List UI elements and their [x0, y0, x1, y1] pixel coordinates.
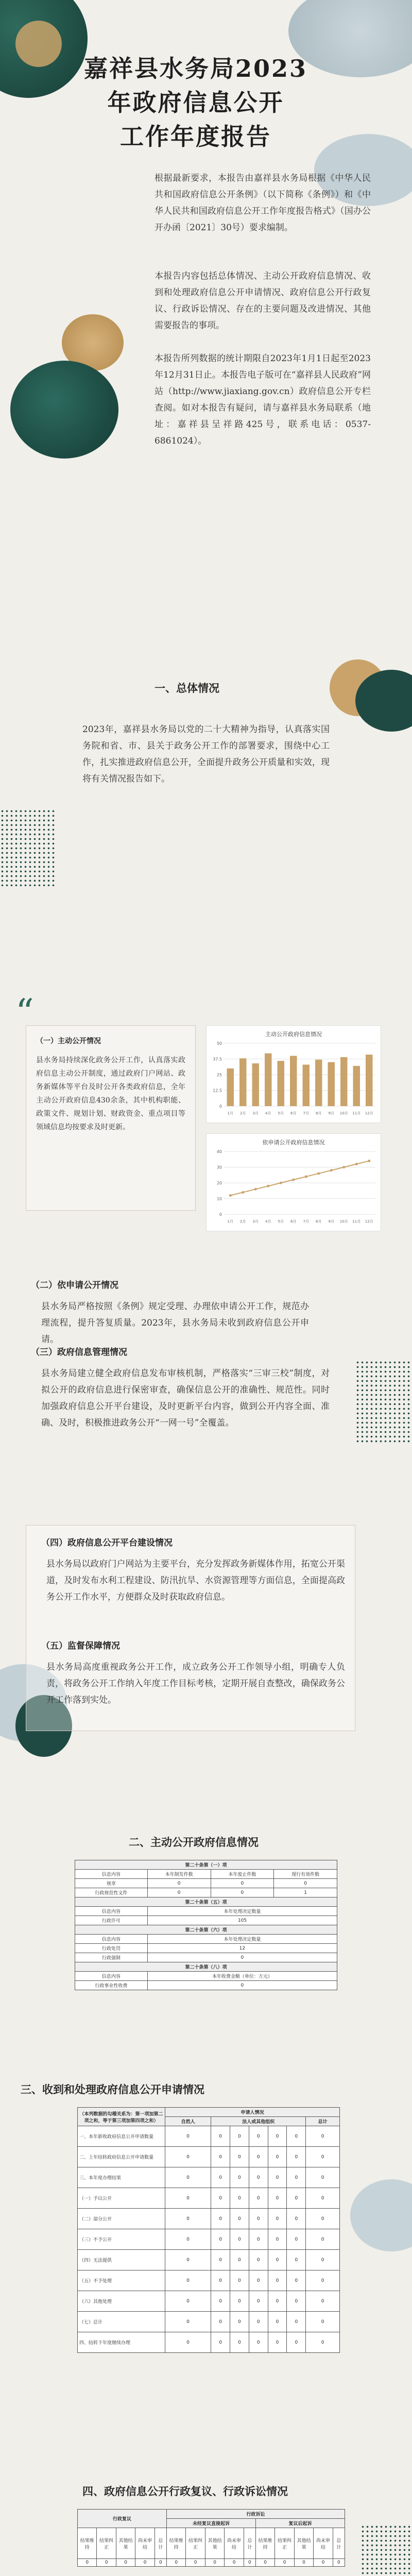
- table-row-label: （六）其他处理: [78, 2291, 165, 2312]
- table-row: [75, 1897, 337, 1907]
- table-cell: 0: [244, 2559, 255, 2567]
- decor-dots: [360, 2524, 412, 2576]
- table-row: [75, 1953, 337, 1962]
- table-header-cell: 尚未审结: [314, 2528, 333, 2559]
- overview-paragraph: 2023年，嘉祥县水务局以党的二十大精神为指导，认真落实国务院和省、市、县关于政务公开工作的部署要求，围绕中心工作，扎实推进政府信息公开，全面提升政务公开质量和实效，现将有关情况报告如下。: [82, 724, 330, 784]
- table-cell: 0: [306, 2209, 340, 2229]
- table-row: [78, 2528, 345, 2559]
- section-title: 二、主动公开政府信息情况: [129, 1836, 259, 1849]
- decor-blue-blob: [350, 2179, 412, 2251]
- table-cell: 0: [165, 2291, 211, 2312]
- table-row: [78, 2250, 340, 2270]
- report-title: [41, 52, 350, 154]
- table-cell: 0: [211, 2126, 230, 2147]
- table-cell: 0: [211, 2291, 230, 2312]
- table-header-cell: 尚未审结: [135, 2528, 154, 2559]
- table-applications: [77, 2107, 340, 2353]
- table-cell: 0: [306, 2126, 340, 2147]
- chart-card: [206, 1133, 381, 1231]
- table-cell: 0: [165, 2126, 211, 2147]
- x-tick-label: 8月: [316, 1111, 322, 1115]
- bar: [315, 1060, 322, 1106]
- table-header-cell: 结果纠正: [186, 2528, 205, 2559]
- table-cell: 0: [165, 2270, 211, 2291]
- sub4-title: （四）政府信息公开平台建设情况: [41, 1538, 173, 1548]
- table-cell: 0: [268, 2126, 287, 2147]
- table-cell: 0: [230, 2250, 249, 2270]
- table-row: [78, 2291, 340, 2312]
- table-row-label: 三、本年度办理结果: [78, 2167, 165, 2188]
- decor-teal-blob: [10, 361, 118, 459]
- table-cell: 0: [211, 2167, 230, 2188]
- data-point: [368, 1160, 370, 1162]
- table-cell: 0: [287, 2147, 306, 2167]
- table-cell: 0: [306, 2167, 340, 2188]
- table-cell: 0: [205, 2559, 224, 2567]
- y-tick-label: 10: [216, 1196, 222, 1201]
- intro-paragraph: 本报告所列数据的统计期限自2023年1月1日起至2023年12月31日止。本报告电子版可在“嘉祥县人民政府”网站（http://www.jiaxiang.gov.cn）政府信息公开专栏查阅。如对本报告有疑问，请与嘉祥县水务局联系（地址：嘉祥县呈祥路425号，联系电话：0537-6861024）。: [154, 353, 371, 446]
- table-cell: 行政处罚: [75, 1944, 148, 1953]
- table-cell: 0: [306, 2188, 340, 2209]
- quote-mark: “: [15, 991, 34, 1033]
- y-tick-label: 37.5: [213, 1057, 222, 1062]
- table-row-label: （一）予以公开: [78, 2188, 165, 2209]
- table-cell: 1: [274, 1888, 337, 1897]
- table-row-label: 四、结转下年度继续办理: [78, 2332, 165, 2353]
- table-cell: 0: [287, 2332, 306, 2353]
- intro-paragraph: 根据最新要求，本报告由嘉祥县水务局根据《中华人民共和国政府信息公开条例》（以下简称《条例》）和《中华人民共和国政府信息公开工作年度报告格式》（国办公开办函〔2021〕30号）要求编制。: [154, 173, 371, 233]
- sub1-paragraph: 县水务局持续深化政务公开工作，认真落实政府信息主动公开制度，通过政府门户网站、政务新媒体等平台及时公开各类政府信息，全年主动公开政府信息430余条，其中机构职能、政策文件、规划计划、财政资金、重点项目等领域信息均按要求及时更新。: [36, 1056, 185, 1131]
- y-tick-label: 30: [216, 1165, 222, 1170]
- table-row: [75, 1870, 337, 1879]
- sub5-paragraph: 县水务局高度重视政务公开工作，成立政务公开工作领导小组，明确专人负责，将政务公开工作纳入年度工作目标考核，定期开展自查整改，确保政务公开工作落到实处。: [46, 1662, 345, 1705]
- section-title: 四、政府信息公开行政复议、行政诉讼情况: [82, 2485, 288, 2498]
- data-point: [292, 1178, 295, 1181]
- table-cell: 0: [211, 1879, 274, 1888]
- table-row: [78, 2270, 340, 2291]
- bar: [227, 1069, 234, 1106]
- table-cell: 0: [333, 2559, 345, 2567]
- chart-title: 依申请公开政府信息情况: [262, 1139, 325, 1146]
- section-title: 三、收到和处理政府信息公开申请情况: [21, 2083, 204, 2096]
- x-tick-label: 11月: [352, 1219, 361, 1224]
- x-tick-label: 5月: [278, 1219, 284, 1224]
- table-cell: 0: [294, 2559, 313, 2567]
- table-row: [75, 1972, 337, 1981]
- table-cell: 0: [230, 2291, 249, 2312]
- bar: [328, 1062, 335, 1106]
- x-tick-label: 10月: [339, 1219, 348, 1224]
- table-cell: 0: [274, 1879, 337, 1888]
- table-header-cell: 结果维持: [255, 2528, 274, 2559]
- table-row-label: （二）部分公开: [78, 2209, 165, 2229]
- table-cell: 0: [165, 2188, 211, 2209]
- table-cell: 0: [165, 2167, 211, 2188]
- table-cell: 12: [147, 1944, 337, 1953]
- table-header-cell: 信息内容: [75, 1935, 148, 1944]
- sub2-title: （二）依申请公开情况: [31, 1280, 118, 1291]
- table-header-cell: 总计: [333, 2528, 345, 2559]
- table-header-cell: 其他结果: [294, 2528, 313, 2559]
- table-cell: 0: [306, 2147, 340, 2167]
- table-cell: 0: [287, 2209, 306, 2229]
- table-row-label: 一、本年新收政府信息公开申请数量: [78, 2126, 165, 2147]
- bar: [265, 1054, 271, 1106]
- bar: [366, 1055, 372, 1106]
- table-header-cell: 总计: [154, 2528, 166, 2559]
- x-tick-label: 3月: [252, 1111, 259, 1115]
- table-row-label: 二、上年结转政府信息公开申请数量: [78, 2147, 165, 2167]
- table-row: [78, 2147, 340, 2167]
- bar: [252, 1063, 259, 1106]
- table-cell: 行政强制: [75, 1953, 148, 1962]
- intro-paragraph: 本报告内容包括总体情况、主动公开政府信息情况、收到和处理政府信息公开申请情况、政府信息公开行政复议、行政诉讼情况、存在的主要问题及改进情况、其他需要报告的事项。: [154, 271, 371, 331]
- table-cell: 0: [287, 2291, 306, 2312]
- table-cell: 0: [249, 2167, 268, 2188]
- table-cell: 0: [268, 2332, 287, 2353]
- table-header-cell: 信息内容: [75, 1972, 148, 1981]
- chart-title: 主动公开政府信息情况: [265, 1031, 322, 1038]
- table-header-cell: 法人或其他组织: [211, 2117, 306, 2126]
- title-line: 嘉祥县水务局2023: [83, 55, 308, 82]
- bar: [278, 1061, 284, 1106]
- table-cell: 0: [211, 2270, 230, 2291]
- table-header-cell: 本年废止件数: [211, 1870, 274, 1879]
- title-line: 年政府信息公开: [107, 89, 284, 116]
- table-cell: 0: [165, 2229, 211, 2250]
- series-line: [230, 1161, 369, 1195]
- decor-dots: [0, 809, 57, 886]
- table-row: [78, 2510, 345, 2519]
- data-point: [280, 1182, 282, 1184]
- table-row-label: （四）无法提供: [78, 2250, 165, 2270]
- x-tick-label: 3月: [252, 1219, 259, 1224]
- bar: [239, 1058, 246, 1106]
- table-cell: 0: [268, 2270, 287, 2291]
- table-row: [75, 1907, 337, 1916]
- x-tick-label: 11月: [352, 1111, 361, 1115]
- x-tick-label: 5月: [278, 1111, 284, 1115]
- table-row: [78, 2332, 340, 2353]
- table-cell: 0: [249, 2270, 268, 2291]
- table-cell: 0: [306, 2332, 340, 2353]
- table-header-cell: 自然人: [165, 2117, 211, 2126]
- table-header-cell: 行政复议: [78, 2510, 167, 2528]
- chart-card: [206, 1025, 381, 1123]
- sub5-title: （五）监督保障情况: [41, 1641, 120, 1651]
- table-row: [75, 1860, 337, 1870]
- y-tick-label: 50: [216, 1041, 222, 1046]
- sub4-paragraph: 县水务局以政府门户网站为主要平台，充分发挥政务新媒体作用，拓宽公开渠道，及时发布水利工程建设、防汛抗旱、水资源管理等方面信息，全面提高政务公开工作水平，方便群众及时获取政府信息。: [46, 1559, 345, 1602]
- table-cell: 0: [230, 2147, 249, 2167]
- table-row: [78, 2126, 340, 2147]
- x-tick-label: 1月: [227, 1219, 233, 1224]
- x-tick-label: 8月: [316, 1219, 322, 1224]
- table-cell: 0: [165, 2147, 211, 2167]
- decor-dots: [355, 1360, 412, 1443]
- table-cell: 0: [287, 2250, 306, 2270]
- table-block-title: 第二十条第（五）项: [75, 1897, 337, 1907]
- table-row: [75, 1935, 337, 1944]
- x-tick-label: 9月: [328, 1219, 334, 1224]
- data-point: [229, 1194, 232, 1197]
- table-cell: 0: [249, 2291, 268, 2312]
- x-tick-label: 12月: [365, 1111, 373, 1115]
- y-tick-label: 0: [219, 1104, 222, 1109]
- table-cell: 0: [287, 2312, 306, 2332]
- table-cell: 0: [249, 2229, 268, 2250]
- table-row: [75, 1981, 337, 1990]
- table-cell: 行政事业性收费: [75, 1981, 148, 1990]
- sub3-title: （三）政府信息管理情况: [31, 1347, 127, 1358]
- table-cell: 0: [268, 2209, 287, 2229]
- table-cell: 0: [314, 2559, 333, 2567]
- data-point: [242, 1191, 244, 1194]
- table-cell: 0: [268, 2167, 287, 2188]
- table-cell: 0: [225, 2559, 244, 2567]
- x-tick-label: 2月: [240, 1219, 246, 1224]
- table-row: [78, 2167, 340, 2188]
- table-header-cell: 尚未审结: [225, 2528, 244, 2559]
- table-row: [75, 1962, 337, 1972]
- data-point: [342, 1166, 345, 1168]
- table-cell: 0: [147, 1888, 211, 1897]
- table-header-cell: 申请人情况: [165, 2108, 340, 2117]
- table-header-cell: 本年处理决定数量: [147, 1935, 337, 1944]
- table-row: [75, 1925, 337, 1935]
- table-cell: 0: [230, 2332, 249, 2353]
- table-cell: 0: [249, 2188, 268, 2209]
- table-header-cell: 结果维持: [78, 2528, 97, 2559]
- bar: [353, 1066, 360, 1106]
- table-header-cell: 总计: [244, 2528, 255, 2559]
- table-cell: 0: [249, 2209, 268, 2229]
- table-cell: 0: [116, 2559, 135, 2567]
- table-cell: 0: [165, 2250, 211, 2270]
- table-cell: 0: [268, 2229, 287, 2250]
- sub3-paragraph: 县水务局建立健全政府信息发布审核机制，严格落实“三审三校”制度，对拟公开的政府信息进行保密审查，确保信息公开的准确性、规范性。同时加强政府信息公开平台建设，及时更新平台内容，做到公开内容全面、准确、及时，积极推进政务公开“一网一号”全覆盖。: [41, 1368, 330, 1428]
- table-cell: 0: [186, 2559, 205, 2567]
- table-cell: 0: [230, 2270, 249, 2291]
- table-review: [77, 2509, 345, 2567]
- x-tick-label: 9月: [328, 1111, 334, 1115]
- table-row: [78, 2188, 340, 2209]
- table-cell: 0: [306, 2270, 340, 2291]
- y-tick-label: 12.5: [213, 1088, 222, 1093]
- x-tick-label: 6月: [290, 1219, 297, 1224]
- table-header-cell: 现行有效件数: [274, 1870, 337, 1879]
- bar: [290, 1056, 297, 1106]
- table-cell: 0: [147, 1953, 337, 1962]
- table-header-cell: 信息内容: [75, 1870, 148, 1879]
- table-proactive: [75, 1860, 337, 1990]
- table-cell: 0: [287, 2167, 306, 2188]
- table-cell: 0: [211, 1888, 274, 1897]
- table-row-label: （三）不予公开: [78, 2229, 165, 2250]
- table-cell: 0: [230, 2126, 249, 2147]
- y-tick-label: 0: [219, 1212, 222, 1217]
- table-cell: 0: [249, 2126, 268, 2147]
- table-cell: 0: [268, 2312, 287, 2332]
- table-row: [75, 1888, 337, 1897]
- title-line: 工作年度报告: [120, 123, 271, 150]
- y-tick-label: 25: [216, 1073, 222, 1077]
- table-cell: 0: [306, 2229, 340, 2250]
- table-header-cell: 本年制发件数: [147, 1870, 211, 1879]
- table-header-cell: 信息内容: [75, 1907, 148, 1916]
- table-cell: 0: [249, 2147, 268, 2167]
- table-header-cell: 行政诉讼: [166, 2510, 345, 2519]
- table-cell: 0: [306, 2312, 340, 2332]
- table-cell: 0: [249, 2250, 268, 2270]
- table-header-cell: 结果纠正: [97, 2528, 116, 2559]
- table-cell: 0: [211, 2229, 230, 2250]
- table-cell: 0: [78, 2559, 97, 2567]
- table-cell: 0: [230, 2167, 249, 2188]
- table-cell: 0: [306, 2291, 340, 2312]
- table-cell: 0: [230, 2188, 249, 2209]
- table-header-cell: （本列数据的勾稽关系为：第一项加第二项之和，等于第三项加第四项之和）: [78, 2108, 165, 2126]
- data-point: [254, 1188, 257, 1191]
- table-block-title: 第二十条第（八）项: [75, 1962, 337, 1972]
- table-cell: 0: [268, 2250, 287, 2270]
- bar: [340, 1057, 347, 1106]
- table-header-cell: 结果纠正: [275, 2528, 294, 2559]
- table-header-cell: 其他结果: [205, 2528, 224, 2559]
- bar-chart: [207, 1038, 382, 1121]
- table-row: [75, 1879, 337, 1888]
- table-cell: 0: [211, 2250, 230, 2270]
- table-cell: 0: [166, 2559, 185, 2567]
- table-header-cell: 总计: [306, 2117, 340, 2126]
- table-block-title: 第二十条第（六）项: [75, 1925, 337, 1935]
- data-point: [355, 1163, 358, 1165]
- table-cell: 0: [211, 2147, 230, 2167]
- data-point: [317, 1172, 320, 1175]
- data-point: [267, 1185, 269, 1188]
- table-row: [75, 1944, 337, 1953]
- table-row: [78, 2559, 345, 2567]
- sub2-paragraph: 县水务局严格按照《条例》规定受理、办理依申请公开工作，规范办理流程，提升答复质量。2023年，县水务局未收到政府信息公开申请。: [41, 1301, 309, 1345]
- table-cell: 0: [275, 2559, 294, 2567]
- x-tick-label: 10月: [339, 1111, 348, 1115]
- table-cell: 0: [287, 2126, 306, 2147]
- x-tick-label: 1月: [227, 1111, 233, 1115]
- x-tick-label: 7月: [303, 1219, 309, 1224]
- table-cell: 0: [230, 2312, 249, 2332]
- x-tick-label: 4月: [265, 1219, 271, 1224]
- table-row: [78, 2312, 340, 2332]
- table-header-cell: 结果维持: [166, 2528, 185, 2559]
- table-cell: 0: [211, 2312, 230, 2332]
- table-cell: 0: [211, 2209, 230, 2229]
- table-cell: 0: [135, 2559, 154, 2567]
- x-tick-label: 4月: [265, 1111, 271, 1115]
- table-cell: 0: [165, 2312, 211, 2332]
- table-cell: 0: [211, 2332, 230, 2353]
- y-tick-label: 40: [216, 1149, 222, 1154]
- table-cell: 0: [255, 2559, 274, 2567]
- table-cell: 0: [147, 1981, 337, 1990]
- table-cell: 行政规范性文件: [75, 1888, 148, 1897]
- table-cell: 规章: [75, 1879, 148, 1888]
- table-cell: 0: [268, 2291, 287, 2312]
- table-header-cell: 其他结果: [116, 2528, 135, 2559]
- table-cell: 0: [230, 2209, 249, 2229]
- x-tick-label: 7月: [303, 1111, 309, 1115]
- table-cell: 0: [306, 2250, 340, 2270]
- line-chart: [207, 1146, 382, 1229]
- table-cell: 0: [287, 2229, 306, 2250]
- table-cell: 0: [147, 1879, 211, 1888]
- table-cell: 0: [230, 2229, 249, 2250]
- table-cell: 0: [268, 2188, 287, 2209]
- table-header-cell: 复议后起诉: [255, 2519, 345, 2528]
- table-cell: 0: [154, 2559, 166, 2567]
- table-cell: 0: [249, 2332, 268, 2353]
- data-point: [305, 1175, 307, 1178]
- table-cell: 0: [268, 2147, 287, 2167]
- table-block-title: 第二十条第（一）项: [75, 1860, 337, 1870]
- table-header-cell: 未经复议直接起诉: [166, 2519, 255, 2528]
- table-cell: 0: [165, 2209, 211, 2229]
- bar: [303, 1064, 310, 1106]
- table-row-label: （七）总计: [78, 2312, 165, 2332]
- table-header-cell: 本年收费金额（单位：万元）: [147, 1972, 337, 1981]
- table-row: [75, 1916, 337, 1925]
- table-cell: 行政许可: [75, 1916, 148, 1925]
- table-cell: 0: [287, 2270, 306, 2291]
- table-row: [78, 2209, 340, 2229]
- table-cell: 0: [211, 2188, 230, 2209]
- table-header-cell: 本年处理决定数量: [147, 1907, 337, 1916]
- x-tick-label: 12月: [365, 1219, 373, 1224]
- sub1-title: （一）主动公开情况: [36, 1037, 101, 1045]
- x-tick-label: 6月: [290, 1111, 297, 1115]
- table-row-label: （五）不予处理: [78, 2270, 165, 2291]
- section-title: 一、总体情况: [154, 682, 219, 694]
- table-cell: 0: [249, 2312, 268, 2332]
- table-cell: 105: [147, 1916, 337, 1925]
- x-tick-label: 2月: [240, 1111, 246, 1115]
- table-row: [78, 2229, 340, 2250]
- table-row: [78, 2108, 340, 2117]
- table-cell: 0: [97, 2559, 116, 2567]
- data-point: [330, 1169, 333, 1172]
- table-cell: 0: [165, 2332, 211, 2353]
- y-tick-label: 20: [216, 1181, 222, 1185]
- table-cell: 0: [287, 2188, 306, 2209]
